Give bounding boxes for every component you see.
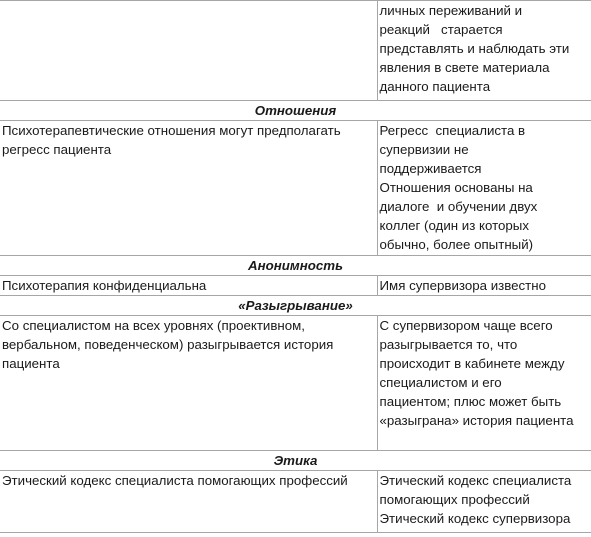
- cell-line: реакций старается: [379, 22, 503, 37]
- section-header-row: [0, 256, 591, 276]
- table-cell: [0, 121, 377, 256]
- section-header-row: [0, 296, 591, 316]
- cell-line: Этический кодекс специалиста: [379, 473, 572, 488]
- cell-line: Этический кодекс специалиста помогающих профессий: [2, 473, 348, 488]
- table-cell: [377, 121, 591, 256]
- cell-line: Со специалистом на всех уровнях (проективном,: [2, 318, 305, 333]
- cell-line: Отношения основаны на: [379, 180, 533, 195]
- table-row: [0, 276, 591, 296]
- cell-line: коллег (один из которых: [379, 218, 530, 233]
- cell-line: разыгрывается то, что: [379, 337, 518, 352]
- table-row: [0, 316, 591, 451]
- cell-line: обычно, более опытный): [379, 237, 534, 252]
- table-cell: [0, 1, 377, 101]
- cell-line: С супервизором чаще всего: [379, 318, 553, 333]
- cell-line: Психотерапия конфиденциальна: [2, 278, 207, 293]
- cell-line: супервизии не: [379, 142, 469, 157]
- table-cell: [377, 471, 591, 533]
- section-header-row: [0, 451, 591, 471]
- table-row: [0, 471, 591, 533]
- cell-line: специалистом и его: [379, 375, 502, 390]
- cell-line: данного пациента: [379, 79, 491, 94]
- cell-line: поддерживается: [379, 161, 482, 176]
- cell-line: явления в свете материала: [379, 60, 550, 75]
- table-cell: [0, 276, 377, 296]
- cell-line: Регресс специалиста в: [379, 123, 526, 138]
- table-cell: [377, 1, 591, 101]
- section-heading: Этика: [0, 451, 591, 471]
- cell-line: помогающих профессий: [379, 492, 530, 507]
- cell-line: диалоге и обучении двух: [379, 199, 538, 214]
- cell-line: Этический кодекс супервизора: [379, 511, 571, 526]
- table-row: [0, 1, 591, 101]
- cell-line: «разыграна» история пациента: [379, 413, 574, 428]
- table-cell: [377, 316, 591, 451]
- cell-line: пациента: [2, 356, 60, 371]
- cell-line: происходит в кабинете между: [379, 356, 565, 371]
- section-heading: Анонимность: [0, 256, 591, 276]
- table-cell: [377, 276, 591, 296]
- section-heading: «Разыгрывание»: [0, 296, 591, 316]
- cell-line: представлять и наблюдать эти: [379, 41, 570, 56]
- table-cell: [0, 316, 377, 451]
- section-header-row: [0, 101, 591, 121]
- table-row: [0, 121, 591, 256]
- cell-line: вербальном, поведенческом) разыгрывается история: [2, 337, 334, 352]
- cell-line: Имя супервизора известно: [379, 278, 547, 293]
- table-cell: [0, 471, 377, 533]
- cell-line: личных переживаний и: [379, 3, 523, 18]
- cell-line: пациентом; плюс может быть: [379, 394, 562, 409]
- cell-line: регресс пациента: [2, 142, 112, 157]
- section-heading: Отношения: [0, 101, 591, 121]
- cell-line: Психотерапевтические отношения могут предполагать: [2, 123, 341, 138]
